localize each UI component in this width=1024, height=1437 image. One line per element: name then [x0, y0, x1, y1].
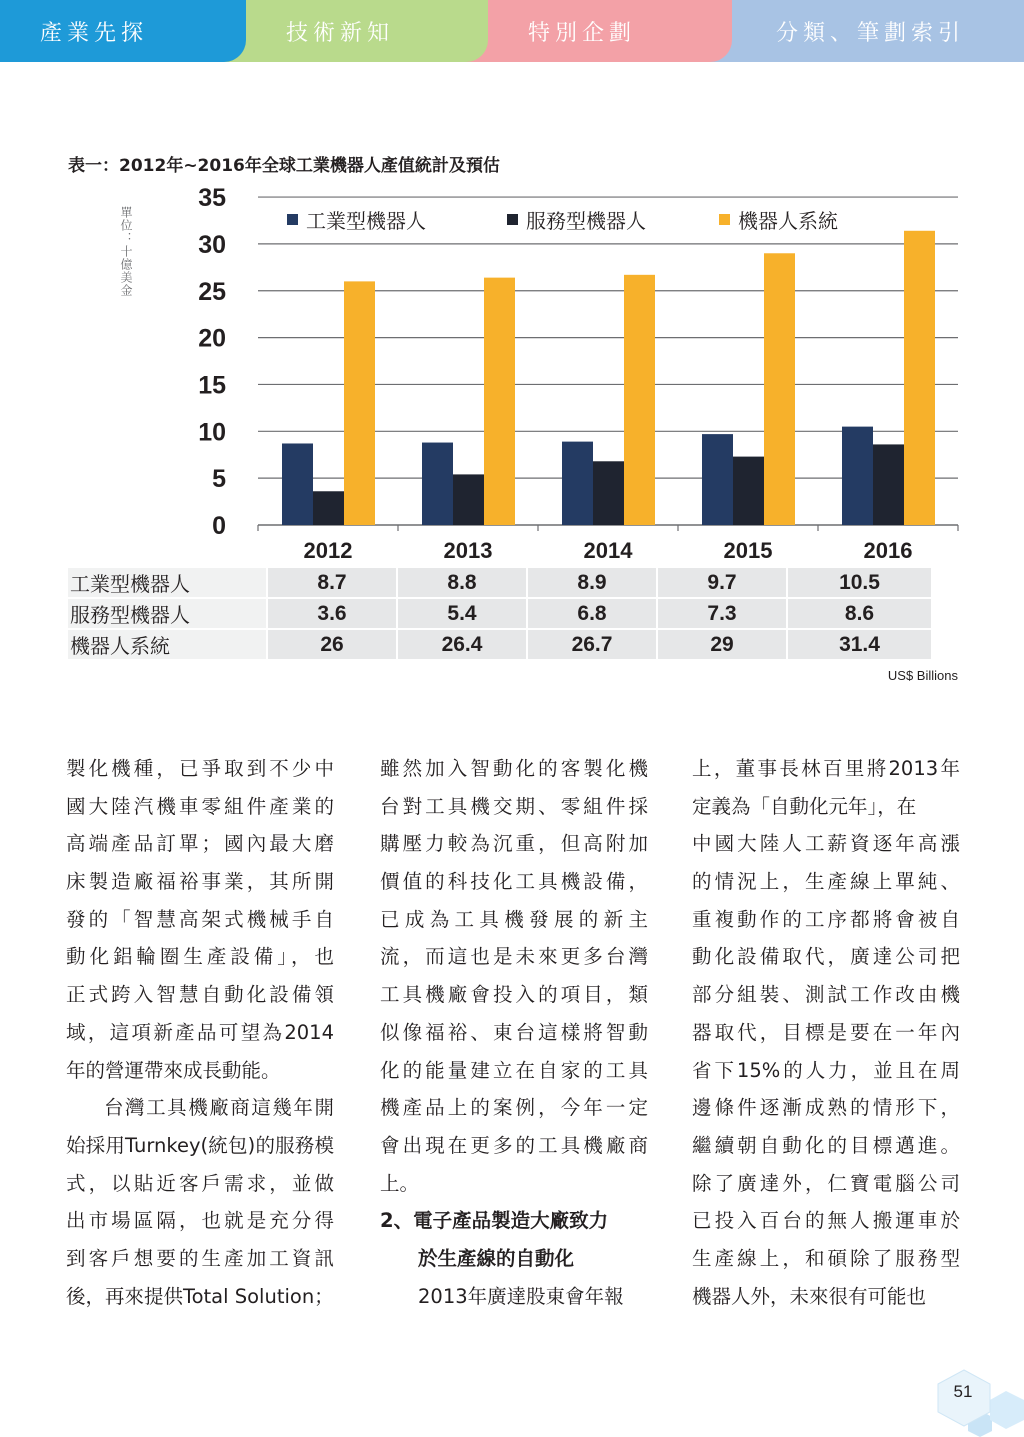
paragraph-line: 2013年廣達股東會年報: [418, 1284, 624, 1308]
paragraph-line: 的情況上，生產線上單純、: [692, 870, 960, 894]
table-row: [68, 599, 931, 628]
paragraph-line: 發的「智慧高架式機械手自: [66, 907, 334, 931]
bar: [733, 457, 764, 525]
paragraph-line: 除了廣達外，仁寶電腦公司: [692, 1171, 960, 1195]
table-cell: 9.7: [658, 568, 786, 597]
x-tick-label: 2015: [723, 538, 773, 563]
bar: [422, 443, 453, 525]
row-label: 機器人系統: [68, 630, 266, 659]
bar: [453, 474, 484, 525]
paragraph-line: 上。: [380, 1171, 420, 1195]
bar: [562, 442, 593, 525]
paragraph-line: 中國大陸人工薪資逐年高漲: [692, 832, 960, 856]
table-row: [68, 630, 931, 659]
text-column-3: [692, 750, 960, 1315]
legend-label: 機器人系統: [738, 209, 838, 233]
bar: [624, 275, 655, 525]
paragraph-line: 雖然加入智動化的客製化機: [380, 757, 648, 780]
paragraph-line: 已投入百台的無人搬運車於: [692, 1209, 960, 1233]
tab-category-index[interactable]: 分類、筆劃索引: [706, 0, 1024, 62]
paragraph-line: 到客戶想要的生產加工資訊: [66, 1246, 334, 1270]
paragraph-line: 部分組裝、測試工作改由機: [692, 983, 960, 1007]
paragraph-line: 國大陸汽機車零組件產業的: [66, 794, 334, 818]
bar: [593, 461, 624, 525]
paragraph-line: 已成為工具機發展的新主: [380, 907, 648, 931]
paragraph-line: 重複動作的工序都將會被自: [692, 907, 960, 931]
table-cell: 6.8: [528, 599, 656, 628]
paragraph-line: 生產線上，和碩除了服務型: [692, 1246, 960, 1270]
paragraph-line: 床製造廠福裕事業，其所開: [66, 870, 334, 894]
text-column-1: [66, 750, 334, 1315]
tab-technology-news[interactable]: 技術新知: [218, 0, 488, 62]
section-heading-line: 2、電子產品製造大廠致力: [380, 1209, 609, 1233]
bar: [344, 281, 375, 525]
paragraph-line: 域，這項新產品可望為2014: [66, 1020, 334, 1044]
row-label: 工業型機器人: [68, 568, 266, 597]
tab-special-feature[interactable]: 特別企劃: [460, 0, 732, 62]
table-cell: 29: [658, 630, 786, 659]
unit-label: 單位：十億美金: [119, 206, 133, 297]
paragraph-line: 台灣工具機廠商這幾年開: [104, 1096, 334, 1120]
paragraph-line: 後，再來提供Total Solution；: [66, 1284, 334, 1308]
table-cell: 10.5: [788, 568, 931, 597]
table-cell: 8.7: [268, 568, 396, 597]
bar: [904, 231, 935, 525]
table-cell: 31.4: [788, 630, 931, 659]
hexagon-shape: [990, 1391, 1024, 1429]
paragraph-line: 出市場區隔，也就是充分得: [66, 1209, 334, 1233]
section-tabs: [0, 0, 1024, 62]
chart-bars: [282, 231, 935, 525]
bar: [873, 444, 904, 525]
table-row: [68, 568, 931, 597]
paragraph-line: 流，而這也是未來更多台灣: [380, 945, 648, 969]
y-tick-label: 35: [198, 184, 226, 213]
page-number: 51: [953, 1382, 973, 1401]
paragraph-line: 機產品上的案例，今年一定: [380, 1096, 648, 1120]
data-table: [66, 566, 933, 661]
legend-swatch: [719, 214, 730, 225]
paragraph-line: 台對工具機交期、零組件採: [380, 794, 648, 818]
bar: [282, 443, 313, 525]
table-cell: 8.9: [528, 568, 656, 597]
table-cell: 7.3: [658, 599, 786, 628]
y-tick-label: 5: [212, 465, 226, 494]
paragraph-line: 動化設備取代，廣達公司把: [692, 945, 960, 969]
bar: [313, 491, 344, 525]
section-heading-line: 於生產線的自動化: [418, 1246, 575, 1270]
y-tick-label: 15: [198, 371, 226, 400]
paragraph-line: 機器人外，未來很有可能也: [692, 1284, 927, 1308]
paragraph-line: 正式跨入智慧自動化設備領: [66, 983, 334, 1007]
y-tick-label: 30: [198, 230, 226, 259]
paragraph-line: 邊條件逐漸成熟的情形下，: [692, 1096, 960, 1120]
paragraph-line: 高端產品訂單；國內最大磨: [66, 832, 334, 856]
legend-label: 服務型機器人: [526, 209, 646, 233]
paragraph-line: 購壓力較為沉重，但高附加: [380, 832, 648, 856]
paragraph-line: 價值的科技化工具機設備，: [380, 870, 648, 894]
row-label: 服務型機器人: [68, 599, 266, 628]
y-tick-label: 0: [212, 512, 226, 540]
table-cell: 8.6: [788, 599, 931, 628]
paragraph-line: 製化機種，已爭取到不少中: [66, 757, 334, 780]
x-tick-label: 2013: [443, 538, 493, 563]
paragraph-line: 器取代，目標是要在一年內: [692, 1020, 960, 1044]
tab-industry-insight[interactable]: 產業先探: [0, 0, 246, 62]
table-cell: 26: [268, 630, 396, 659]
legend-swatch: [507, 214, 518, 225]
x-tick-label: 2014: [583, 538, 633, 563]
bar: [702, 434, 733, 525]
paragraph-line: 上，董事長林百里將2013年: [692, 757, 960, 780]
y-tick-label: 20: [198, 324, 226, 353]
bar: [764, 253, 795, 525]
paragraph-line: 定義為「自動化元年」，在: [692, 794, 917, 818]
text-column-2: [380, 750, 648, 1315]
paragraph-line: 化的能量建立在自家的工具: [380, 1058, 648, 1082]
table-cell: 3.6: [268, 599, 396, 628]
paragraph-line: 繼續朝自動化的目標邁進。: [692, 1133, 960, 1157]
y-tick-label: 25: [198, 277, 226, 306]
bar: [842, 427, 873, 525]
currency-note: US$ Billions: [887, 668, 958, 683]
paragraph-line: 省下15%的人力，並且在周: [692, 1058, 960, 1082]
y-tick-label: 10: [198, 418, 226, 447]
chart-legend: [287, 209, 838, 233]
paragraph-line: 動化鋁輪圈生產設備」，也: [66, 945, 334, 969]
x-tick-label: 2012: [303, 538, 353, 563]
x-tick-label: 2016: [863, 538, 913, 563]
bar: [484, 278, 515, 525]
table-cell: 8.8: [398, 568, 526, 597]
table-cell: 5.4: [398, 599, 526, 628]
figure-title: 表一：2012年~2016年全球工業機器人產值統計及預估: [68, 156, 500, 176]
paragraph-line: 工具機廠會投入的項目，類: [380, 983, 648, 1007]
paragraph-line: 式，以貼近客戶需求，並做: [66, 1171, 334, 1195]
paragraph-line: 似像福裕、東台這樣將智動: [380, 1020, 648, 1044]
paragraph-line: 年的營運帶來成長動能。: [66, 1058, 281, 1082]
legend-swatch: [287, 214, 298, 225]
page-badge-hexagons: [928, 1368, 1024, 1437]
paragraph-line: 始採用Turnkey(統包)的服務模: [66, 1133, 334, 1157]
legend-label: 工業型機器人: [306, 209, 426, 233]
paragraph-line: 會出現在更多的工具機廠商: [380, 1133, 648, 1157]
table-cell: 26.7: [528, 630, 656, 659]
table-cell: 26.4: [398, 630, 526, 659]
